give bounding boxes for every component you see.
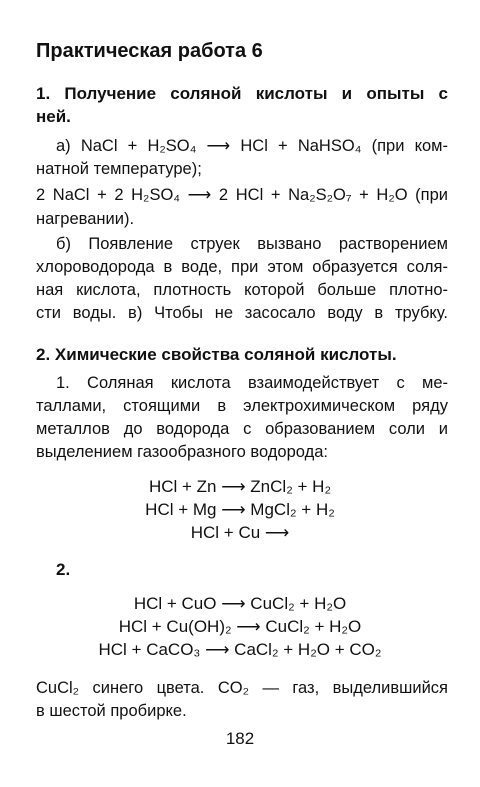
- page-number: 182: [225, 729, 255, 748]
- item-2-label: 2.: [56, 560, 71, 579]
- section-1-a-line-2: натной температуре);: [36, 160, 202, 178]
- section-1-b-line-1: б) Появление струек вызвано растворением: [56, 235, 448, 253]
- section-2-p1-line-1: 1. Соляная кислота взаимодействует с ме-: [56, 374, 448, 392]
- section-1-b-line-4: сти воды. в) Чтобы не засосало воду в трубку.: [36, 304, 448, 322]
- section-1-a-line-3: 2 NaCl + 2 H₂SO₄ ⟶ 2 HCl + Na₂S₂O₇ + H₂O (при: [36, 186, 448, 204]
- section-1-a-line-4: нагревании).: [36, 210, 135, 228]
- equation-mg: HCl + Mg ⟶ MgCl₂ + H₂: [145, 500, 335, 519]
- section-1-heading-line-2: ней.: [36, 107, 71, 126]
- section-2-p1-line-4: выделением газообразного водорода:: [36, 443, 328, 461]
- section-2-final-line-2: в шестой пробирке.: [36, 702, 187, 720]
- page-title: Практическая работа 6: [36, 40, 263, 62]
- section-1-a-line-1: а) NaCl + H₂SO₄ ⟶ HCl + NaHSO₄ (при ком-: [56, 137, 448, 155]
- section-2-p1-line-2: таллами, стоящими в электрохимическом ряду: [36, 397, 448, 415]
- equation-zn: HCl + Zn ⟶ ZnCl₂ + H₂: [148, 477, 332, 496]
- equation-cuoh2: HCl + Cu(OH)₂ ⟶ CuCl₂ + H₂O: [118, 617, 362, 636]
- section-1-heading-line-1: 1. Получение соляной кислоты и опыты с: [36, 84, 448, 103]
- section-2-heading: 2. Химические свойства соляной кислоты.: [36, 345, 397, 364]
- section-1-b-line-2: хлороводорода в воде, при этом образуется соля-: [36, 258, 448, 276]
- section-1-heading: [36, 82, 448, 128]
- equation-caco3: HCl + CaCO₃ ⟶ CaCl₂ + H₂O + CO₂: [98, 640, 382, 659]
- section-2-final-line-1: CuCl₂ синего цвета. CO₂ — газ, выделившийся: [36, 679, 448, 697]
- equation-cu: HCl + Cu ⟶: [190, 523, 290, 542]
- section-2-p1-line-3: металлов до водорода с образованием соли и: [36, 420, 448, 438]
- equation-cuo: HCl + CuO ⟶ CuCl₂ + H₂O: [133, 594, 347, 613]
- section-1-b-line-3: ная кислота, плотность которой больше плотно-: [36, 281, 448, 299]
